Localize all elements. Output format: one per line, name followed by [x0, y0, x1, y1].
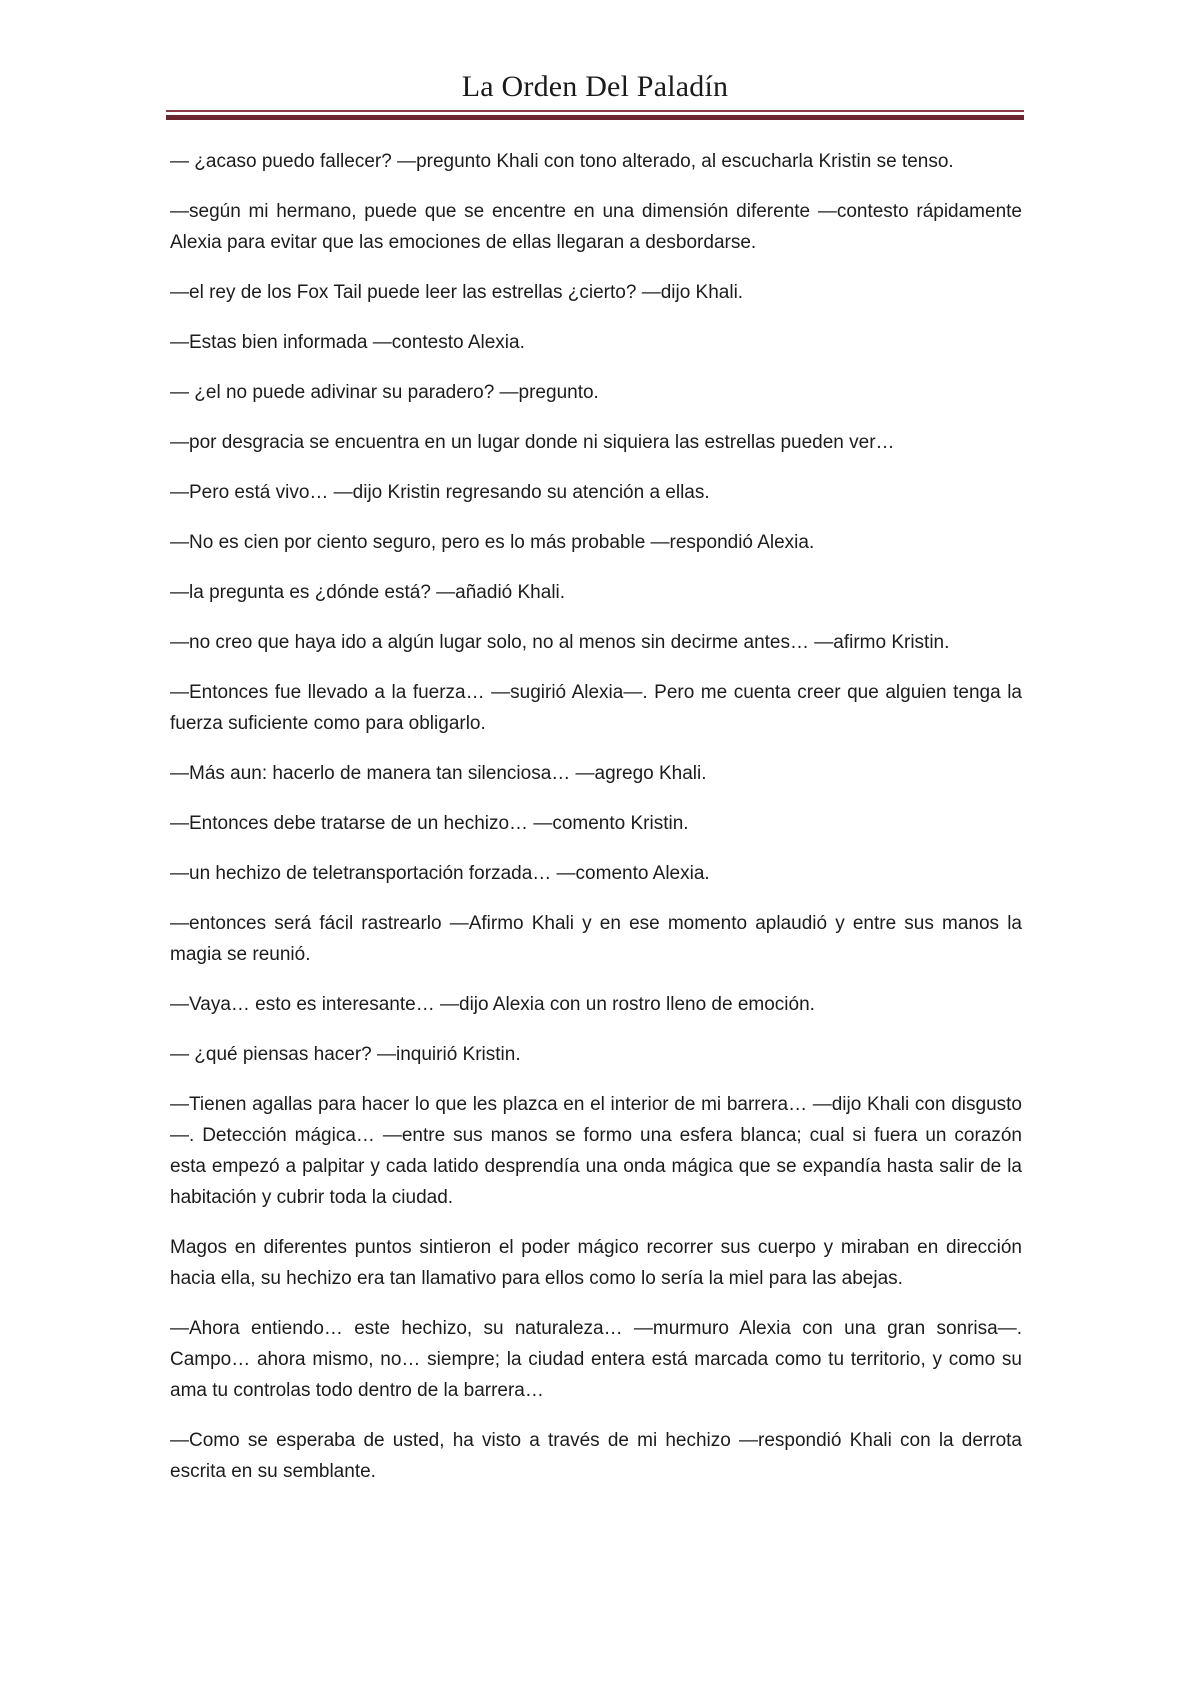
paragraph: —no creo que haya ido a algún lugar solo, no al menos sin decirme antes… —afirmo Kristin. [170, 632, 950, 653]
header-rule [166, 110, 1024, 120]
paragraph: —Estas bien informada —contesto Alexia. [170, 332, 525, 353]
paragraph: Magos en diferentes puntos sintieron el poder mágico recorrer sus cuerpo y miraban en dirección hacia ella, su hechizo era tan llamativo para ellos como lo sería la miel para las abejas. [170, 1237, 1022, 1289]
paragraph: —el rey de los Fox Tail puede leer las estrellas ¿cierto? —dijo Khali. [170, 282, 744, 303]
paragraph: —Pero está vivo… —dijo Kristin regresando su atención a ellas. [170, 482, 710, 503]
paragraph: —Tienen agallas para hacer lo que les plazca en el interior de mi barrera… —dijo Khali con disgusto—. Detección mágica… —entre sus manos se formo una esfera blanca; cual si fuera un corazón esta empezó a palpitar y cada latido desprendía una onda mágica que se expandía hasta salir de la habitación y cubrir toda la ciudad. [170, 1094, 1022, 1208]
paragraph: —la pregunta es ¿dónde está? —añadió Khali. [170, 582, 566, 603]
paragraph: —Ahora entiendo… este hechizo, su naturaleza… —murmuro Alexia con una gran sonrisa—. Campo… ahora mismo, no… siempre; la ciudad entera está marcada como tu territorio, y como su ama tu controlas todo dentro de la barrera… [170, 1318, 1022, 1401]
paragraph: —entonces será fácil rastrearlo —Afirmo Khali y en ese momento aplaudió y entre sus manos la magia se reunió. [170, 913, 1022, 965]
paragraph: —Entonces debe tratarse de un hechizo… —comento Kristin. [170, 813, 689, 834]
paragraph: —Más aun: hacerlo de manera tan silenciosa… —agrego Khali. [170, 763, 707, 784]
paragraph: —Como se esperaba de usted, ha visto a través de mi hechizo —respondió Khali con la derrota escrita en su semblante. [170, 1430, 1022, 1482]
page-title: La Orden Del Paladín [461, 70, 729, 103]
paragraph: —por desgracia se encuentra en un lugar donde ni siquiera las estrellas pueden ver… [170, 432, 895, 453]
paragraph: —un hechizo de teletransportación forzada… —comento Alexia. [170, 863, 710, 884]
page-header [166, 68, 1024, 106]
paragraph: —No es cien por ciento seguro, pero es lo más probable —respondió Alexia. [170, 532, 815, 553]
header-rule-thin [166, 110, 1024, 112]
header-rule-thick [166, 115, 1024, 120]
paragraph: — ¿qué piensas hacer? —inquirió Kristin. [170, 1044, 521, 1065]
body-text [170, 146, 1022, 1506]
paragraph: —Vaya… esto es interesante… —dijo Alexia con un rostro lleno de emoción. [170, 994, 815, 1015]
paragraph: — ¿el no puede adivinar su paradero? —pregunto. [170, 382, 599, 403]
paragraph: — ¿acaso puedo fallecer? —pregunto Khali con tono alterado, al escucharla Kristin se tenso. [170, 151, 954, 172]
paragraph: —según mi hermano, puede que se encentre en una dimensión diferente —contesto rápidamente Alexia para evitar que las emociones de ellas llegaran a desbordarse. [170, 201, 1022, 253]
paragraph: —Entonces fue llevado a la fuerza… —sugirió Alexia—. Pero me cuenta creer que alguien tenga la fuerza suficiente como para obligarlo. [170, 682, 1022, 734]
